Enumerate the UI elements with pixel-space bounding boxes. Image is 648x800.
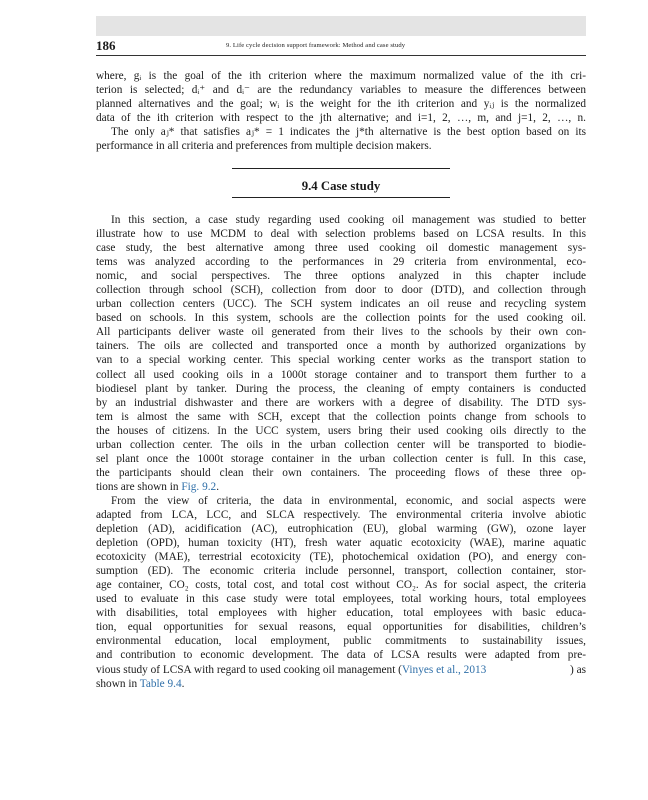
body-line: collection through school (SCH), collection from door to door (DTD), and collection through (96, 284, 586, 297)
body-line: In this section, a case study regarding used cooking oil management was studied to better (111, 214, 586, 226)
body-line: tems was analyzed according to the performances in 29 criteria from environmental, eco- (96, 256, 586, 269)
body-line (96, 663, 586, 677)
body-line: sel plant once the 1000t storage container in the urban collection center is full. In this case, (96, 452, 586, 465)
intro-line: terion is selected; dᵢ⁺ and dᵢ⁻ are the redundancy variables to measure the differences between (96, 84, 586, 97)
body-line: nomic, and social perspectives. The three options analyzed in this chapter include (96, 270, 586, 283)
body-line: environmental education, local employment, public commitments to sustainability issues, (96, 635, 586, 648)
body-line-text: tions are shown in (96, 480, 179, 493)
section-rule-top (232, 168, 450, 169)
body-line: All participants deliver waste oil generated from their lives to the schools by their own con- (96, 326, 586, 339)
header-rule (96, 55, 586, 56)
body-line: illustrate how to use MCDM to deal with selection problems based on LCSA results. In this (96, 228, 586, 241)
running-head: 9. Life cycle decision support framework: Method and case study (226, 42, 406, 49)
after-citation: ) as (570, 663, 586, 676)
body-line: depletion (OPD), human toxicity (HT), fresh water aquatic ecotoxicity (WAE), marine aquatic (96, 537, 586, 550)
page-number: 186 (96, 38, 116, 53)
body-line: by an industrial dishwaster and there are workers with a degree of disability. The DTD sys- (96, 396, 586, 409)
body-line: urban collection centers (UCC). The SCH system indicates an oil reuse and recycling system (96, 298, 586, 311)
intro-paragraph (96, 69, 586, 153)
citation-link[interactable]: Vinyes et al., 2013 (401, 663, 487, 676)
body-line: and contribution to economic development. The data of LCSA results were adapted from pre- (96, 649, 586, 662)
header-bar (96, 16, 586, 36)
body-line: sumption (ED). The economic criteria include personnel, transport, collection container, stor- (96, 565, 586, 578)
section-rule-bottom (232, 197, 450, 198)
body-line: biodiesel plant by tanker. During the process, the cleaning of empty containers is conducted (96, 382, 586, 395)
body-line: tem is almost the same with SCH, except that the collection points change from schools to (96, 410, 586, 423)
body-line: ecotoxicity (MAE), terrestrial ecotoxicity (TE), photochemical oxidation (PO), and energy con- (96, 551, 586, 564)
body-line-text: vious study of LCSA with regard to used cooking oil management ( (96, 663, 402, 676)
body-line: used to evaluate in this case study were total employees, total working hours, total employees (96, 593, 586, 606)
intro-line: where, gᵢ is the goal of the ith criterion where the maximum normalized value of the ith cri- (96, 70, 586, 82)
body-line: depletion (AD), acidification (AC), eutrophication (EU), global warming (GW), ozone layer (96, 523, 586, 536)
body-line: From the view of criteria, the data in environmental, economic, and social aspects were (111, 494, 586, 507)
body-line: collect all used cooking oils in a 1000t storage container and to transport them further to a (96, 368, 586, 381)
intro-line: data of the ith criterion with respect to the jth alternative; and i=1, 2, …, m, and j=1, 2, …, n. (96, 112, 586, 125)
body-line: tainers. The oils are collected and transported once a month by authorized organizations by (96, 340, 586, 353)
body-line: based on schools. In this system, schools are the collection points for the used cooking oil. (96, 312, 586, 325)
intro-line: performance in all criteria and preferences from multiple decision makers. (96, 140, 432, 153)
intro-line: The only aⱼ* that satisfies aⱼ* = 1 indicates the j*th alternative is the best option based on its (111, 126, 586, 139)
body-line: adapted from LCA, LCC, and SLCA respectively. The environmental criteria involve abiotic (96, 508, 586, 521)
section-heading: 9.4 Case study (301, 179, 381, 193)
body-line: urban collection center. The oils in the urban collection center will be transported to biodie- (96, 438, 586, 451)
body-line (96, 677, 586, 691)
body-line: case study, the best alternative among three used cooking oil domestic management sys- (96, 242, 586, 255)
intro-line: planned alternatives and the goal; wᵢ is the weight for the ith criterion and yᵢⱼ is the normalized (96, 98, 586, 111)
table-link[interactable]: Table 9.4 (139, 677, 182, 690)
period: . (181, 677, 185, 690)
body-line: tion, equal opportunities for sexual reasons, equal opportunities for disabilities, children’s (96, 621, 586, 634)
period: . (216, 480, 220, 493)
body-line: the participants should clean their own containers. The proceeding flows of these three op- (96, 466, 586, 479)
body-line (96, 480, 586, 494)
body-line-text: shown in (96, 677, 138, 690)
figure-link[interactable]: Fig. 9.2 (181, 480, 217, 493)
body-line: age container, CO₂ costs, total cost, and total cost without CO₂. As for social aspect, the criteria (96, 579, 586, 592)
body-line: with disabilities, total employees with higher education, total employees with basic educa- (96, 607, 586, 620)
body-line: the houses of citizens. In the UCC system, users bring their used cooking oils directly to the (96, 424, 586, 437)
body-line: van to a special working center. This special working center works as the transport station to (96, 354, 586, 367)
body-paragraph-1 (96, 213, 586, 691)
